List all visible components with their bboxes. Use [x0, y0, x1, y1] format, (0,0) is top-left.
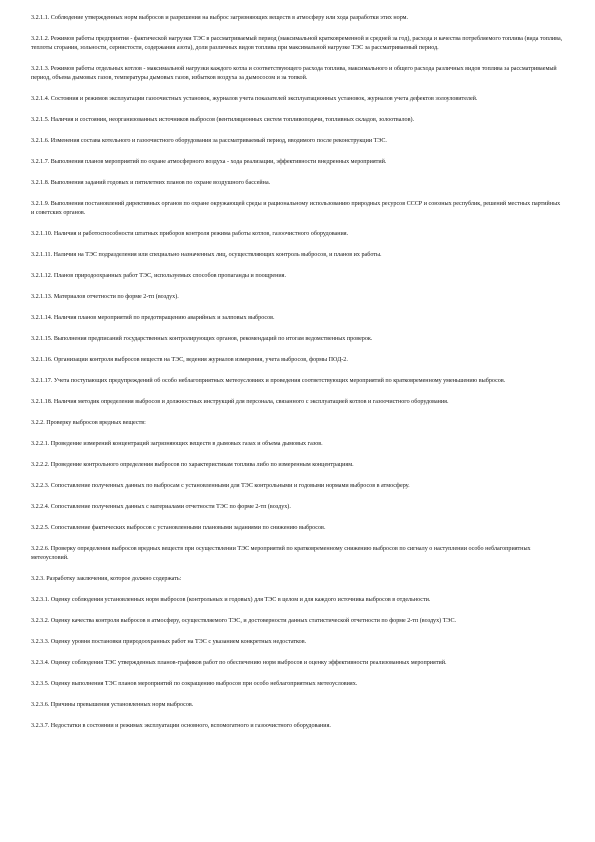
paragraph: 3.2.1.13. Материалов отчетности по форме 2-тп (воздух). [31, 294, 179, 300]
paragraph: 3.2.2.5. Сопоставление фактических выбросов с установленными плановыми заданиями по снижению выбросов. [31, 525, 326, 531]
paragraph: 3.2.1.12. Планов природоохранных работ ТЭС, используемых способов пропаганды и поощрения. [31, 273, 286, 279]
paragraph: 3.2.1.9. Выполнения постановлений директивных органов по охране окружающей среды и рациональному использованию природных ресурсов СССР и союзных республик, решений местных партийных и советских органов. [31, 201, 561, 216]
paragraph: 3.2.1.11. Наличия на ТЭС подразделения или специально назначенных лиц, осуществляющих контроль выбросов, и планов их работы. [31, 252, 382, 258]
paragraph: 3.2.1.4. Состояния и режимов эксплуатации газоочистных установок, журналов учета показателей эксплуатационных установок, журналов учета дефектов золоуловителей. [31, 96, 478, 102]
paragraph: 3.2.1.7. Выполнения планов мероприятий по охране атмосферного воздуха - хода реализации, эффективности внедренных мероприятий. [31, 159, 387, 165]
paragraph: 3.2.1.15. Выполнения предписаний государственных контролирующих органов, рекомендаций по итогам ведомственных проверок. [31, 336, 373, 342]
paragraph: 3.2.3.2. Оценку качества контроля выбросов в атмосферу, осуществляемого ТЭС, и достоверности данных статистической отчетности по форме 2-тп (воздух) ТЭС. [31, 618, 457, 624]
paragraph: 3.2.3.6. Причины превышения установленных норм выбросов. [31, 702, 194, 708]
paragraph: 3.2.2.6. Проверку определения выбросов вредных веществ при осуществлении ТЭС мероприятий по кратковременному снижению выбросов по сигналу о наступлении особо неблагоприятных метеоусловий. [31, 546, 531, 561]
paragraph: 3.2.3. Разработку заключения, которое должно содержать: [31, 576, 182, 582]
paragraph: 3.2.3.1. Оценку соблюдения установленных норм выбросов (контрольных и годовых) для ТЭС в целом и для каждого источника выбросов в отдельности. [31, 597, 431, 603]
paragraph: 3.2.3.4. Оценку соблюдения ТЭС утвержденных планов-графиков работ по обеспечению норм выбросов и оценку эффективности реализованных мероприятий. [31, 660, 447, 666]
paragraph: 3.2.1.2. Режимов работы предприятия - фактической нагрузки ТЭС в рассматриваемый период (максимальной кратковременной и средней за год), расхода и качества потребляемого топлива (вида топлива, теплоты сгорания, зольности, сернистости, содержания азота), доли различных видов топлива при максимальной нагрузке ТЭС за рассматриваемый период. [31, 36, 563, 51]
paragraph: 3.2.1.16. Организации контроля выбросов веществ на ТЭС, ведения журналов измерения, учета выбросов, формы ПОД-2. [31, 357, 348, 363]
paragraph: 3.2.2. Проверку выбросов вредных веществ: [31, 420, 146, 426]
paragraph: 3.2.2.2. Проведение контрольного определения выбросов по характеристикам топлива либо по измеренным концентрациям. [31, 462, 354, 468]
paragraph: 3.2.1.17. Учета поступающих предупреждений об особо неблагоприятных метеоусловиях и проведения соответствующих мероприятий по кратковременному уменьшению выбросов. [31, 378, 506, 384]
paragraph: 3.2.2.1. Проведение измерений концентраций загрязняющих веществ в дымовых газах и объема дымовых газов. [31, 441, 323, 447]
paragraph: 3.2.3.5. Оценку выполнения ТЭС планов мероприятий по сокращению выбросов при особо неблагоприятных метеоусловиях. [31, 681, 358, 687]
paragraph: 3.2.3.7. Недостатки в состоянии и режимах эксплуатации основного, вспомогатного и газоочистного оборудования. [31, 723, 331, 729]
paragraph: 3.2.1.5. Наличия и состояния, неорганизованных источников выбросов (вентиляционных систем топливоподачи, топливных складов, золоотвалов). [31, 117, 415, 123]
paragraph: 3.2.1.14. Наличия планов мероприятий по предотвращению аварийных и залповых выбросов. [31, 315, 275, 321]
paragraph: 3.2.3.3. Оценку уровня постановки природоохранных работ на ТЭС с указанием конкретных недостатков. [31, 639, 307, 645]
paragraph: 3.2.1.6. Изменения состава котельного и газоочистного оборудования за рассматриваемый период, вводимого после реконструкции ТЭС. [31, 138, 387, 144]
paragraph: 3.2.1.1. Соблюдение утвержденных норм выбросов и разрешения на выброс загрязняющих веществ в атмосферу или хода разработки этих норм. [31, 15, 409, 21]
paragraph: 3.2.2.4. Сопоставление полученных данных с материалами отчетности ТЭС по форме 2-тп (воздух). [31, 504, 291, 510]
paragraph: 3.2.1.18. Наличия методик определения выбросов и должностных инструкций для персонала, связанного с эксплуатацией котлов и газоочистного оборудования. [31, 399, 449, 405]
paragraph: 3.2.1.3. Режимов работы отдельных котлов - максимальной нагрузки каждого котла и соответствующего расхода топлива, максимального и общего расхода различных видов топлива за рассматриваемый период, объема дымовых газов, температуры дымовых газов, избытков воздуха за дымососом и за топкой. [31, 66, 557, 81]
paragraph: 3.2.2.3. Сопоставление полученных данных по выбросам с установленными для ТЭС контрольными и годовыми нормами выбросов в атмосферу. [31, 483, 410, 489]
paragraph: 3.2.1.8. Выполнения заданий годовых и пятилетних планов по охране воздушного бассейна. [31, 180, 271, 186]
paragraph-list [31, 14, 563, 731]
paragraph: 3.2.1.10. Наличия и работоспособности штатных приборов контроля режима работы котлов, газоочистного оборудования. [31, 231, 349, 237]
